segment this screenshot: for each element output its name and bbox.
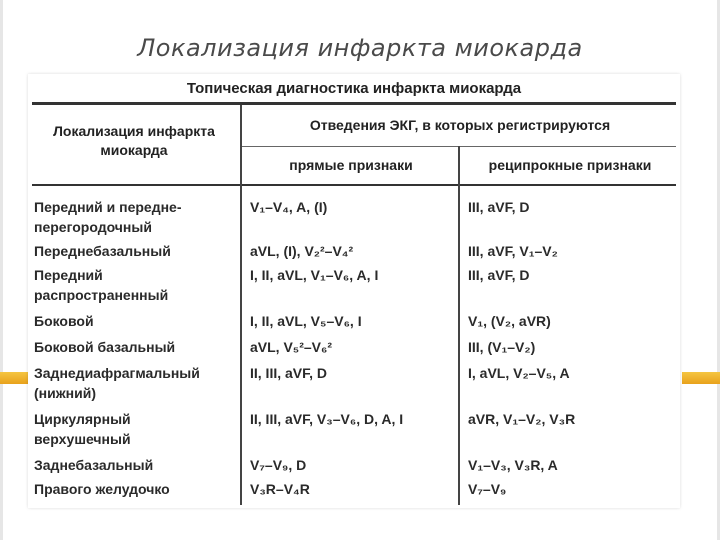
row-9-localization: Правого желудочко [34,481,170,497]
row-4-direct: I, II, aVL, V₅–V₆, I [250,313,362,329]
column-divider-1 [240,105,242,505]
row-3-reciprocal: III, aVF, D [468,267,530,283]
row-6-direct: II, III, aVF, D [250,365,328,381]
header-reciprocal: реципрокные признаки [488,157,652,173]
row-3-localization: Передний [34,267,103,283]
row-4-localization: Боковой [34,313,94,329]
accent-bar-right [682,372,720,384]
slide-title: Локализация инфаркта миокарда [137,34,583,62]
page-edge-left [0,0,3,540]
row-9-reciprocal: V₇–V₉ [468,481,507,497]
header-direct: прямые признаки [289,157,413,173]
row-7-direct: II, III, aVF, V₃–V₆, D, A, I [250,411,404,427]
row-1-localization: Передний и передне- [34,199,182,215]
row-2-reciprocal: III, aVF, V₁–V₂ [468,243,558,259]
row-4-reciprocal: V₁, (V₂, aVR) [468,313,551,329]
row-6-reciprocal: I, aVL, V₂–V₅, A [468,365,570,381]
header-leads-group: Отведения ЭКГ, в которых регистрируются [309,117,611,133]
row-7-reciprocal: aVR, V₁–V₂, V₃R [468,411,576,427]
header-localization: Локализация инфаркта миокарда [53,123,215,158]
row-5-localization: Боковой базальный [34,339,176,355]
row-1-reciprocal: III, aVF, D [468,199,530,215]
row-1-direct: V₁–V₄, A, (I) [250,199,328,215]
row-1-localization-cont: перегородочный [34,219,152,235]
row-3-localization-cont: распространенный [34,287,169,303]
header-bottom-rule [32,184,676,186]
row-6-localization: Заднедиафрагмальный [34,365,200,381]
row-6-localization-cont: (нижний) [34,385,96,401]
column-divider-2 [458,146,460,505]
table-scan [28,74,680,508]
row-8-localization: Заднебазальный [34,457,154,473]
row-2-localization: Переднебазальный [34,243,171,259]
row-7-localization: Циркулярный [34,411,131,427]
row-7-localization-cont: верхушечный [34,431,131,447]
accent-bar-left [0,372,30,384]
row-8-direct: V₇–V₉, D [250,457,307,473]
row-2-direct: aVL, (I), V₂²–V₄² [250,243,354,259]
row-5-direct: aVL, V₅²–V₆² [250,339,333,355]
row-3-direct: I, II, aVL, V₁–V₆, A, I [250,267,379,283]
row-8-reciprocal: V₁–V₃, V₃R, A [468,457,558,473]
table-top-rule [32,102,676,105]
row-5-reciprocal: III, (V₁–V₂) [468,339,536,355]
row-9-direct: V₃R–V₄R [250,481,310,497]
table-caption: Топическая диагностика инфаркта миокарда [186,80,522,97]
